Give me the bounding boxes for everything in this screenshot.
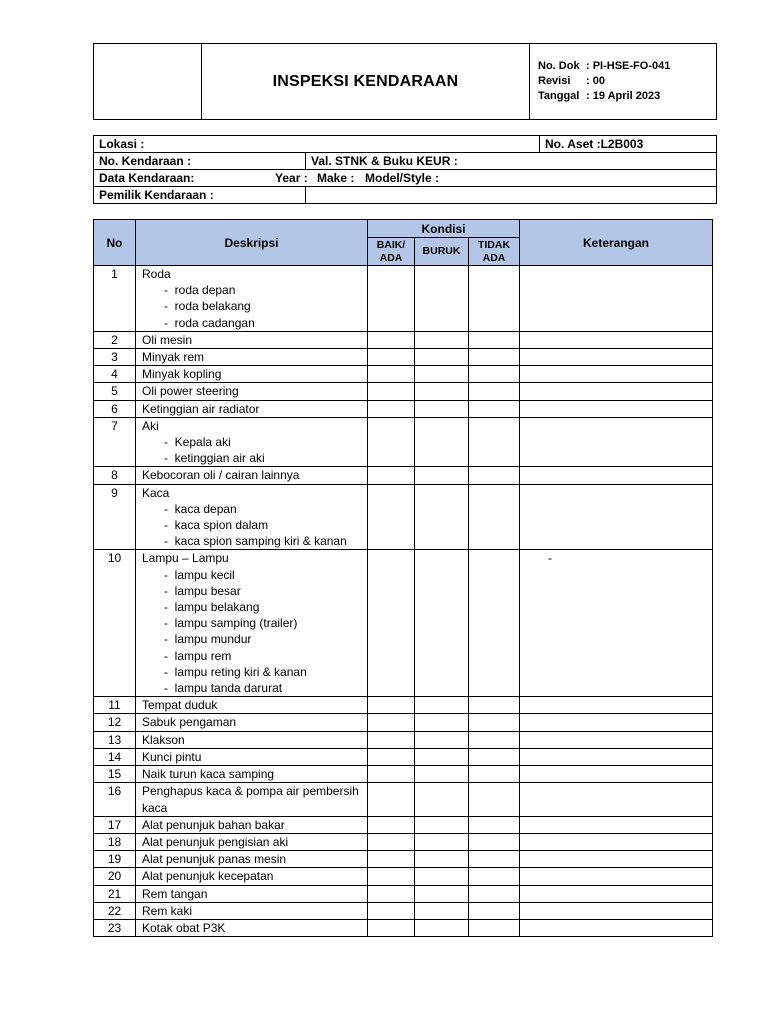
description-text: Minyak rem xyxy=(142,350,205,365)
notes-cell[interactable] xyxy=(520,783,713,816)
description-text: Rem kaki xyxy=(142,903,193,918)
condition-bad-cell[interactable] xyxy=(415,366,469,383)
description-text: Alat penunjuk panas mesin xyxy=(142,852,287,867)
sub-item: - lampu besar xyxy=(142,583,367,599)
table-row xyxy=(94,919,713,936)
notes-cell[interactable] xyxy=(520,919,713,936)
row-description xyxy=(136,366,368,383)
model-label: Model/Style : xyxy=(365,170,440,185)
description-text: Tempat duduk xyxy=(142,698,218,713)
row-description xyxy=(136,816,368,833)
document-header xyxy=(93,43,717,120)
description-text: Alat penunjuk kecepatan xyxy=(142,869,274,884)
row-number: 4 xyxy=(94,366,136,383)
condition-none-cell[interactable] xyxy=(469,331,520,348)
row-number: 20 xyxy=(94,868,136,885)
vehicle-no-field[interactable]: No. Kendaraan : xyxy=(94,153,306,170)
description-text: Aki xyxy=(142,418,159,433)
document-meta xyxy=(530,44,717,120)
condition-bad-cell[interactable] xyxy=(415,783,469,816)
col-notes-header: Keterangan xyxy=(520,220,713,266)
notes-cell[interactable] xyxy=(520,833,713,850)
condition-good-cell[interactable] xyxy=(368,885,415,902)
sub-item: - lampu rem xyxy=(142,648,367,664)
description-text: Rem tangan xyxy=(142,886,208,901)
notes-cell[interactable] xyxy=(520,766,713,783)
condition-bad-cell[interactable] xyxy=(415,266,469,332)
description-text: Klakson xyxy=(142,732,185,747)
description-text: Sabuk pengaman xyxy=(142,715,237,730)
table-row xyxy=(94,714,713,731)
table-row xyxy=(94,851,713,868)
col-good-header: BAIK/ ADA xyxy=(368,238,415,266)
table-row xyxy=(94,550,713,697)
condition-bad-cell[interactable] xyxy=(415,400,469,417)
condition-good-cell[interactable] xyxy=(368,833,415,850)
location-field[interactable]: Lokasi : xyxy=(94,136,540,153)
notes-cell[interactable] xyxy=(520,731,713,748)
table-row xyxy=(94,783,713,816)
sub-item: - lampu tanda darurat xyxy=(142,680,367,696)
row-description xyxy=(136,266,368,332)
row-number: 1 xyxy=(94,266,136,332)
condition-none-cell[interactable] xyxy=(469,550,520,697)
notes-cell[interactable] xyxy=(520,816,713,833)
condition-bad-cell[interactable] xyxy=(415,550,469,697)
row-number: 11 xyxy=(94,697,136,714)
notes-cell[interactable] xyxy=(520,748,713,765)
condition-none-cell[interactable] xyxy=(469,748,520,765)
condition-bad-cell[interactable] xyxy=(415,467,469,484)
sub-item: - lampu kecil xyxy=(142,567,367,583)
row-number: 16 xyxy=(94,783,136,816)
condition-good-cell[interactable] xyxy=(368,467,415,484)
table-row xyxy=(94,331,713,348)
vehicle-info-table xyxy=(93,135,717,204)
row-number: 9 xyxy=(94,484,136,550)
description-text: Oli power steering xyxy=(142,384,239,399)
row-description xyxy=(136,902,368,919)
doc-no-label: No. Dok xyxy=(538,60,580,72)
notes-cell[interactable] xyxy=(520,851,713,868)
notes-cell[interactable] xyxy=(520,366,713,383)
condition-none-cell[interactable] xyxy=(469,383,520,400)
condition-none-cell[interactable] xyxy=(469,885,520,902)
table-row xyxy=(94,885,713,902)
col-desc-header: Deskripsi xyxy=(136,220,368,266)
condition-good-cell[interactable] xyxy=(368,766,415,783)
inspection-rows xyxy=(94,266,713,937)
condition-none-cell[interactable] xyxy=(469,851,520,868)
row-description xyxy=(136,331,368,348)
condition-bad-cell[interactable] xyxy=(415,885,469,902)
row-description xyxy=(136,766,368,783)
row-number: 8 xyxy=(94,467,136,484)
row-description xyxy=(136,400,368,417)
description-text: Kotak obat P3K xyxy=(142,920,226,935)
condition-bad-cell[interactable] xyxy=(415,484,469,550)
revision-value: : 00 xyxy=(586,75,605,87)
col-bad-header: BURUK xyxy=(415,238,469,266)
table-row xyxy=(94,400,713,417)
row-number: 6 xyxy=(94,400,136,417)
condition-none-cell[interactable] xyxy=(469,902,520,919)
description-text: Alat penunjuk pengisian aki xyxy=(142,834,289,849)
notes-cell[interactable] xyxy=(520,885,713,902)
year-label: Year : xyxy=(275,170,308,185)
sub-item: - lampu belakang xyxy=(142,599,367,615)
condition-good-cell[interactable] xyxy=(368,919,415,936)
sub-item: - lampu samping (trailer) xyxy=(142,615,367,631)
condition-good-cell[interactable] xyxy=(368,816,415,833)
table-row xyxy=(94,417,713,467)
notes-cell[interactable] xyxy=(520,484,713,550)
condition-none-cell[interactable] xyxy=(469,816,520,833)
doc-no-value: : PI-HSE-FO-041 xyxy=(586,60,671,72)
table-row xyxy=(94,748,713,765)
notes-cell[interactable] xyxy=(520,349,713,366)
condition-good-cell[interactable] xyxy=(368,868,415,885)
row-description xyxy=(136,550,368,697)
row-description xyxy=(136,748,368,765)
condition-good-cell[interactable] xyxy=(368,417,415,467)
row-description xyxy=(136,467,368,484)
condition-bad-cell[interactable] xyxy=(415,851,469,868)
condition-none-cell[interactable] xyxy=(469,783,520,816)
table-row xyxy=(94,902,713,919)
table-row xyxy=(94,697,713,714)
vehicle-data-field[interactable] xyxy=(94,170,717,187)
condition-none-cell[interactable] xyxy=(469,833,520,850)
condition-bad-cell[interactable] xyxy=(415,833,469,850)
row-number: 13 xyxy=(94,731,136,748)
condition-none-cell[interactable] xyxy=(469,467,520,484)
notes-cell[interactable] xyxy=(520,902,713,919)
table-row xyxy=(94,766,713,783)
condition-bad-cell[interactable] xyxy=(415,748,469,765)
sub-item: - kaca spion samping kiri & kanan xyxy=(142,533,367,549)
condition-none-cell[interactable] xyxy=(469,484,520,550)
description-text: Roda xyxy=(142,267,171,281)
row-number: 7 xyxy=(94,417,136,467)
table-row xyxy=(94,383,713,400)
description-text: Minyak kopling xyxy=(142,367,222,382)
row-number: 19 xyxy=(94,851,136,868)
row-number: 2 xyxy=(94,331,136,348)
row-number: 15 xyxy=(94,766,136,783)
table-row xyxy=(94,868,713,885)
table-row xyxy=(94,484,713,550)
sub-item: - kaca depan xyxy=(142,501,367,517)
table-row xyxy=(94,833,713,850)
notes-cell[interactable] xyxy=(520,266,713,332)
condition-good-cell[interactable] xyxy=(368,484,415,550)
row-number: 17 xyxy=(94,816,136,833)
notes-cell[interactable] xyxy=(520,868,713,885)
notes-cell[interactable] xyxy=(520,467,713,484)
description-text: Alat penunjuk bahan bakar xyxy=(142,817,285,832)
table-row xyxy=(94,366,713,383)
condition-good-cell[interactable] xyxy=(368,731,415,748)
notes-cell[interactable] xyxy=(520,400,713,417)
condition-good-cell[interactable] xyxy=(368,383,415,400)
condition-bad-cell[interactable] xyxy=(415,868,469,885)
description-text: Lampu – Lampu xyxy=(142,551,229,566)
condition-bad-cell[interactable] xyxy=(415,919,469,936)
notes-cell[interactable] xyxy=(520,417,713,467)
condition-good-cell[interactable] xyxy=(368,697,415,714)
row-description xyxy=(136,833,368,850)
description-text: Penghapus kaca & pompa air pembersih kaca xyxy=(142,784,359,815)
condition-bad-cell[interactable] xyxy=(415,902,469,919)
col-no-header: No xyxy=(94,220,136,266)
sub-item: - roda depan xyxy=(142,282,367,298)
condition-bad-cell[interactable] xyxy=(415,331,469,348)
logo-cell xyxy=(94,44,202,120)
row-number: 18 xyxy=(94,833,136,850)
sub-item: - kaca spion dalam xyxy=(142,517,367,533)
row-description xyxy=(136,885,368,902)
condition-none-cell[interactable] xyxy=(469,400,520,417)
condition-none-cell[interactable] xyxy=(469,417,520,467)
revision-label: Revisi xyxy=(538,75,571,87)
condition-none-cell[interactable] xyxy=(469,266,520,332)
condition-bad-cell[interactable] xyxy=(415,816,469,833)
row-number: 10 xyxy=(94,550,136,697)
description-text: Naik turun kaca samping xyxy=(142,767,275,782)
sub-item: - roda cadangan xyxy=(142,315,367,331)
table-row xyxy=(94,349,713,366)
condition-none-cell[interactable] xyxy=(469,868,520,885)
asset-no-field[interactable]: No. Aset :L2B003 xyxy=(540,136,717,153)
make-label: Make : xyxy=(317,170,355,185)
row-description xyxy=(136,919,368,936)
row-number: 12 xyxy=(94,714,136,731)
condition-bad-cell[interactable] xyxy=(415,349,469,366)
owner-field[interactable]: Pemilik Kendaraan : xyxy=(94,187,306,204)
notes-cell[interactable] xyxy=(520,383,713,400)
condition-good-cell[interactable] xyxy=(368,851,415,868)
document-title: INSPEKSI KENDARAAN xyxy=(202,44,530,120)
condition-none-cell[interactable] xyxy=(469,697,520,714)
description-text: Kebocoran oli / cairan lainnya xyxy=(142,468,300,483)
date-label: Tanggal xyxy=(538,90,580,102)
row-description xyxy=(136,349,368,366)
table-row xyxy=(94,266,713,332)
notes-cell[interactable] xyxy=(520,331,713,348)
row-number: 3 xyxy=(94,349,136,366)
condition-none-cell[interactable] xyxy=(469,714,520,731)
condition-good-cell[interactable] xyxy=(368,266,415,332)
condition-bad-cell[interactable] xyxy=(415,731,469,748)
table-row xyxy=(94,731,713,748)
description-text: Kaca xyxy=(142,485,170,500)
sub-item: - lampu mundur xyxy=(142,631,367,647)
sub-item: - Kepala aki xyxy=(142,434,367,450)
row-description xyxy=(136,697,368,714)
row-description xyxy=(136,383,368,400)
row-description xyxy=(136,868,368,885)
condition-good-cell[interactable] xyxy=(368,783,415,816)
condition-none-cell[interactable] xyxy=(469,919,520,936)
table-row xyxy=(94,467,713,484)
condition-good-cell[interactable] xyxy=(368,902,415,919)
condition-good-cell[interactable] xyxy=(368,366,415,383)
row-number: 22 xyxy=(94,902,136,919)
row-description xyxy=(136,731,368,748)
condition-good-cell[interactable] xyxy=(368,550,415,697)
row-description xyxy=(136,851,368,868)
condition-bad-cell[interactable] xyxy=(415,697,469,714)
row-number: 23 xyxy=(94,919,136,936)
notes-cell[interactable] xyxy=(520,697,713,714)
condition-none-cell[interactable] xyxy=(469,766,520,783)
description-text: Oli mesin xyxy=(142,332,193,347)
row-description xyxy=(136,714,368,731)
condition-bad-cell[interactable] xyxy=(415,383,469,400)
inspection-table xyxy=(93,219,713,937)
condition-good-cell[interactable] xyxy=(368,349,415,366)
condition-none-cell[interactable] xyxy=(469,731,520,748)
sub-item: - lampu reting kiri & kanan xyxy=(142,664,367,680)
condition-bad-cell[interactable] xyxy=(415,714,469,731)
sub-item: - ketinggian air aki xyxy=(142,450,367,466)
condition-bad-cell[interactable] xyxy=(415,766,469,783)
condition-bad-cell[interactable] xyxy=(415,417,469,467)
stnk-field[interactable]: Val. STNK & Buku KEUR : xyxy=(306,153,717,170)
table-row xyxy=(94,816,713,833)
sub-item: - roda belakang xyxy=(142,298,367,314)
row-number: 5 xyxy=(94,383,136,400)
owner-value[interactable] xyxy=(306,187,717,204)
row-number: 21 xyxy=(94,885,136,902)
col-condition-header: Kondisi xyxy=(368,220,520,238)
condition-none-cell[interactable] xyxy=(469,366,520,383)
condition-good-cell[interactable] xyxy=(368,331,415,348)
date-value: : 19 April 2023 xyxy=(586,90,661,102)
condition-good-cell[interactable] xyxy=(368,714,415,731)
condition-none-cell[interactable] xyxy=(469,349,520,366)
row-number: 14 xyxy=(94,748,136,765)
notes-cell[interactable] xyxy=(520,714,713,731)
row-description xyxy=(136,417,368,467)
col-none-header: TIDAK ADA xyxy=(469,238,520,266)
notes-cell[interactable]: - xyxy=(520,550,713,697)
description-text: Kunci pintu xyxy=(142,749,202,764)
condition-good-cell[interactable] xyxy=(368,748,415,765)
row-description xyxy=(136,783,368,816)
row-description xyxy=(136,484,368,550)
condition-good-cell[interactable] xyxy=(368,400,415,417)
description-text: Ketinggian air radiator xyxy=(142,401,260,416)
vehicle-data-label: Data Kendaraan: xyxy=(99,170,195,185)
